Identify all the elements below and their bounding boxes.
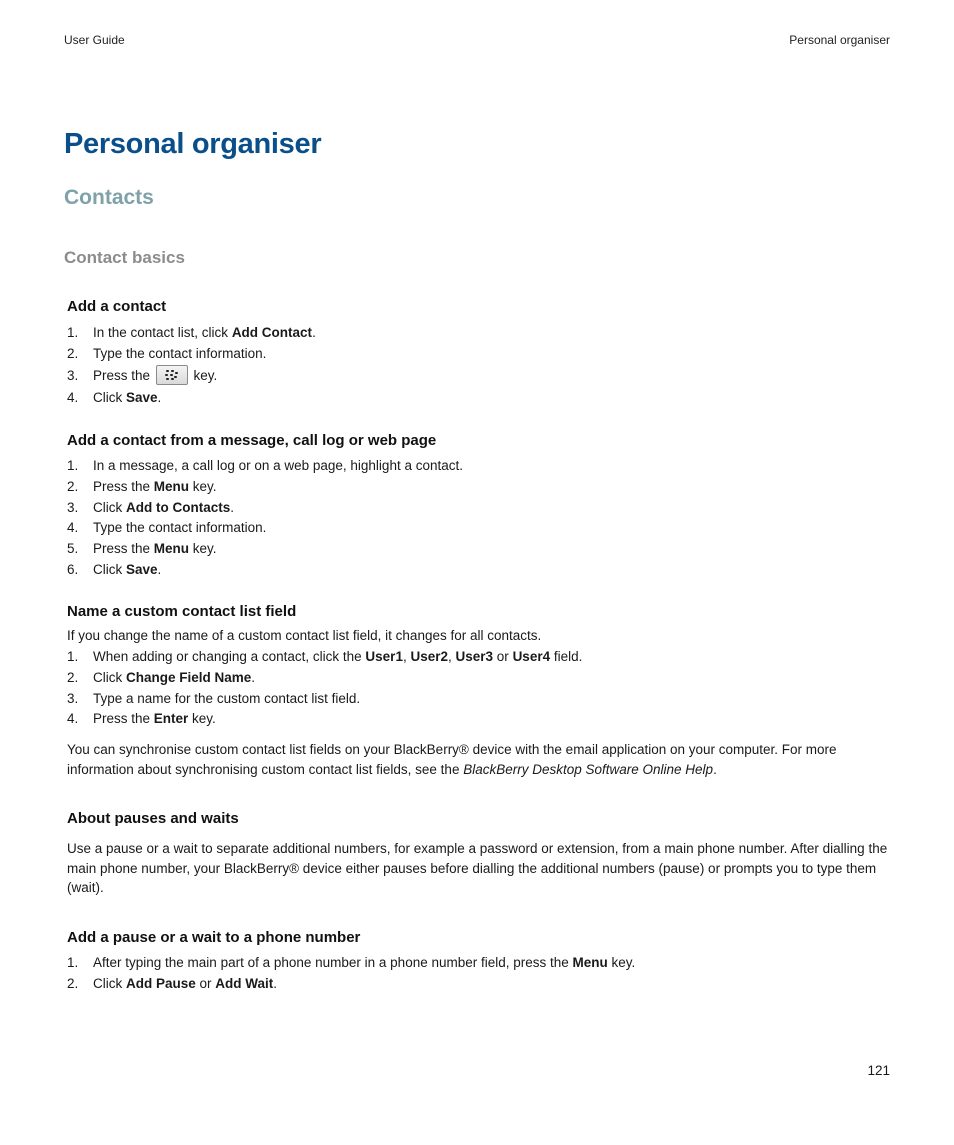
list-item: 2. Press the Menu key.	[67, 479, 217, 494]
add-from-message-heading: Add a contact from a message, call log or web page	[67, 432, 437, 449]
blackberry-menu-key-icon	[156, 365, 188, 385]
custom-field-note: You can synchronise custom contact list fields on your BlackBerry® device with the email application on your computer. For more information about synchronising custom contact list fields, see the BlackBerry Desktop Software Online Help.	[67, 742, 837, 777]
list-item: 1. In the contact list, click Add Contact.	[67, 325, 316, 340]
list-item: 2. Click Change Field Name.	[67, 670, 256, 685]
list-item: 3. Click Add to Contacts.	[67, 500, 235, 515]
list-item: 4. Click Save.	[67, 390, 162, 405]
section-heading: Contacts	[64, 186, 154, 209]
list-item: 2. Click Add Pause or Add Wait.	[67, 976, 278, 991]
list-item: 1. After typing the main part of a phone number in a phone number field, press the Menu key.	[67, 955, 636, 970]
list-item: 4. Press the Enter key.	[67, 711, 216, 726]
list-item: 1. In a message, a call log or on a web page, highlight a contact.	[67, 458, 463, 473]
list-item: 6. Click Save.	[67, 562, 162, 577]
running-header-right: Personal organiser	[789, 33, 890, 47]
pauses-paragraph: Use a pause or a wait to separate additional numbers, for example a password or extension, from a main phone number. After dialling the main phone number, your BlackBerry® device either pauses before dialling the additional numbers (pause) or prompts you to type them (wait).	[67, 841, 888, 895]
running-header-left: User Guide	[64, 33, 125, 47]
page-title: Personal organiser	[64, 128, 322, 160]
list-item: 4. Type the contact information.	[67, 520, 267, 535]
list-item: 3. Type a name for the custom contact list field.	[67, 691, 361, 706]
page-number: 121	[867, 1063, 890, 1078]
list-item: 1. When adding or changing a contact, click the User1, User2, User3 or User4 field.	[67, 649, 583, 664]
add-pause-heading: Add a pause or a wait to a phone number	[67, 929, 361, 946]
add-contact-heading: Add a contact	[67, 298, 167, 315]
list-item: 3. Press the key.	[67, 365, 217, 386]
list-item: 2. Type the contact information.	[67, 346, 267, 361]
custom-field-intro: If you change the name of a custom contact list field, it changes for all contacts.	[67, 628, 542, 643]
custom-field-heading: Name a custom contact list field	[67, 603, 297, 620]
subsection-heading: Contact basics	[64, 248, 185, 267]
pauses-heading: About pauses and waits	[67, 810, 239, 827]
list-item: 5. Press the Menu key.	[67, 541, 217, 556]
